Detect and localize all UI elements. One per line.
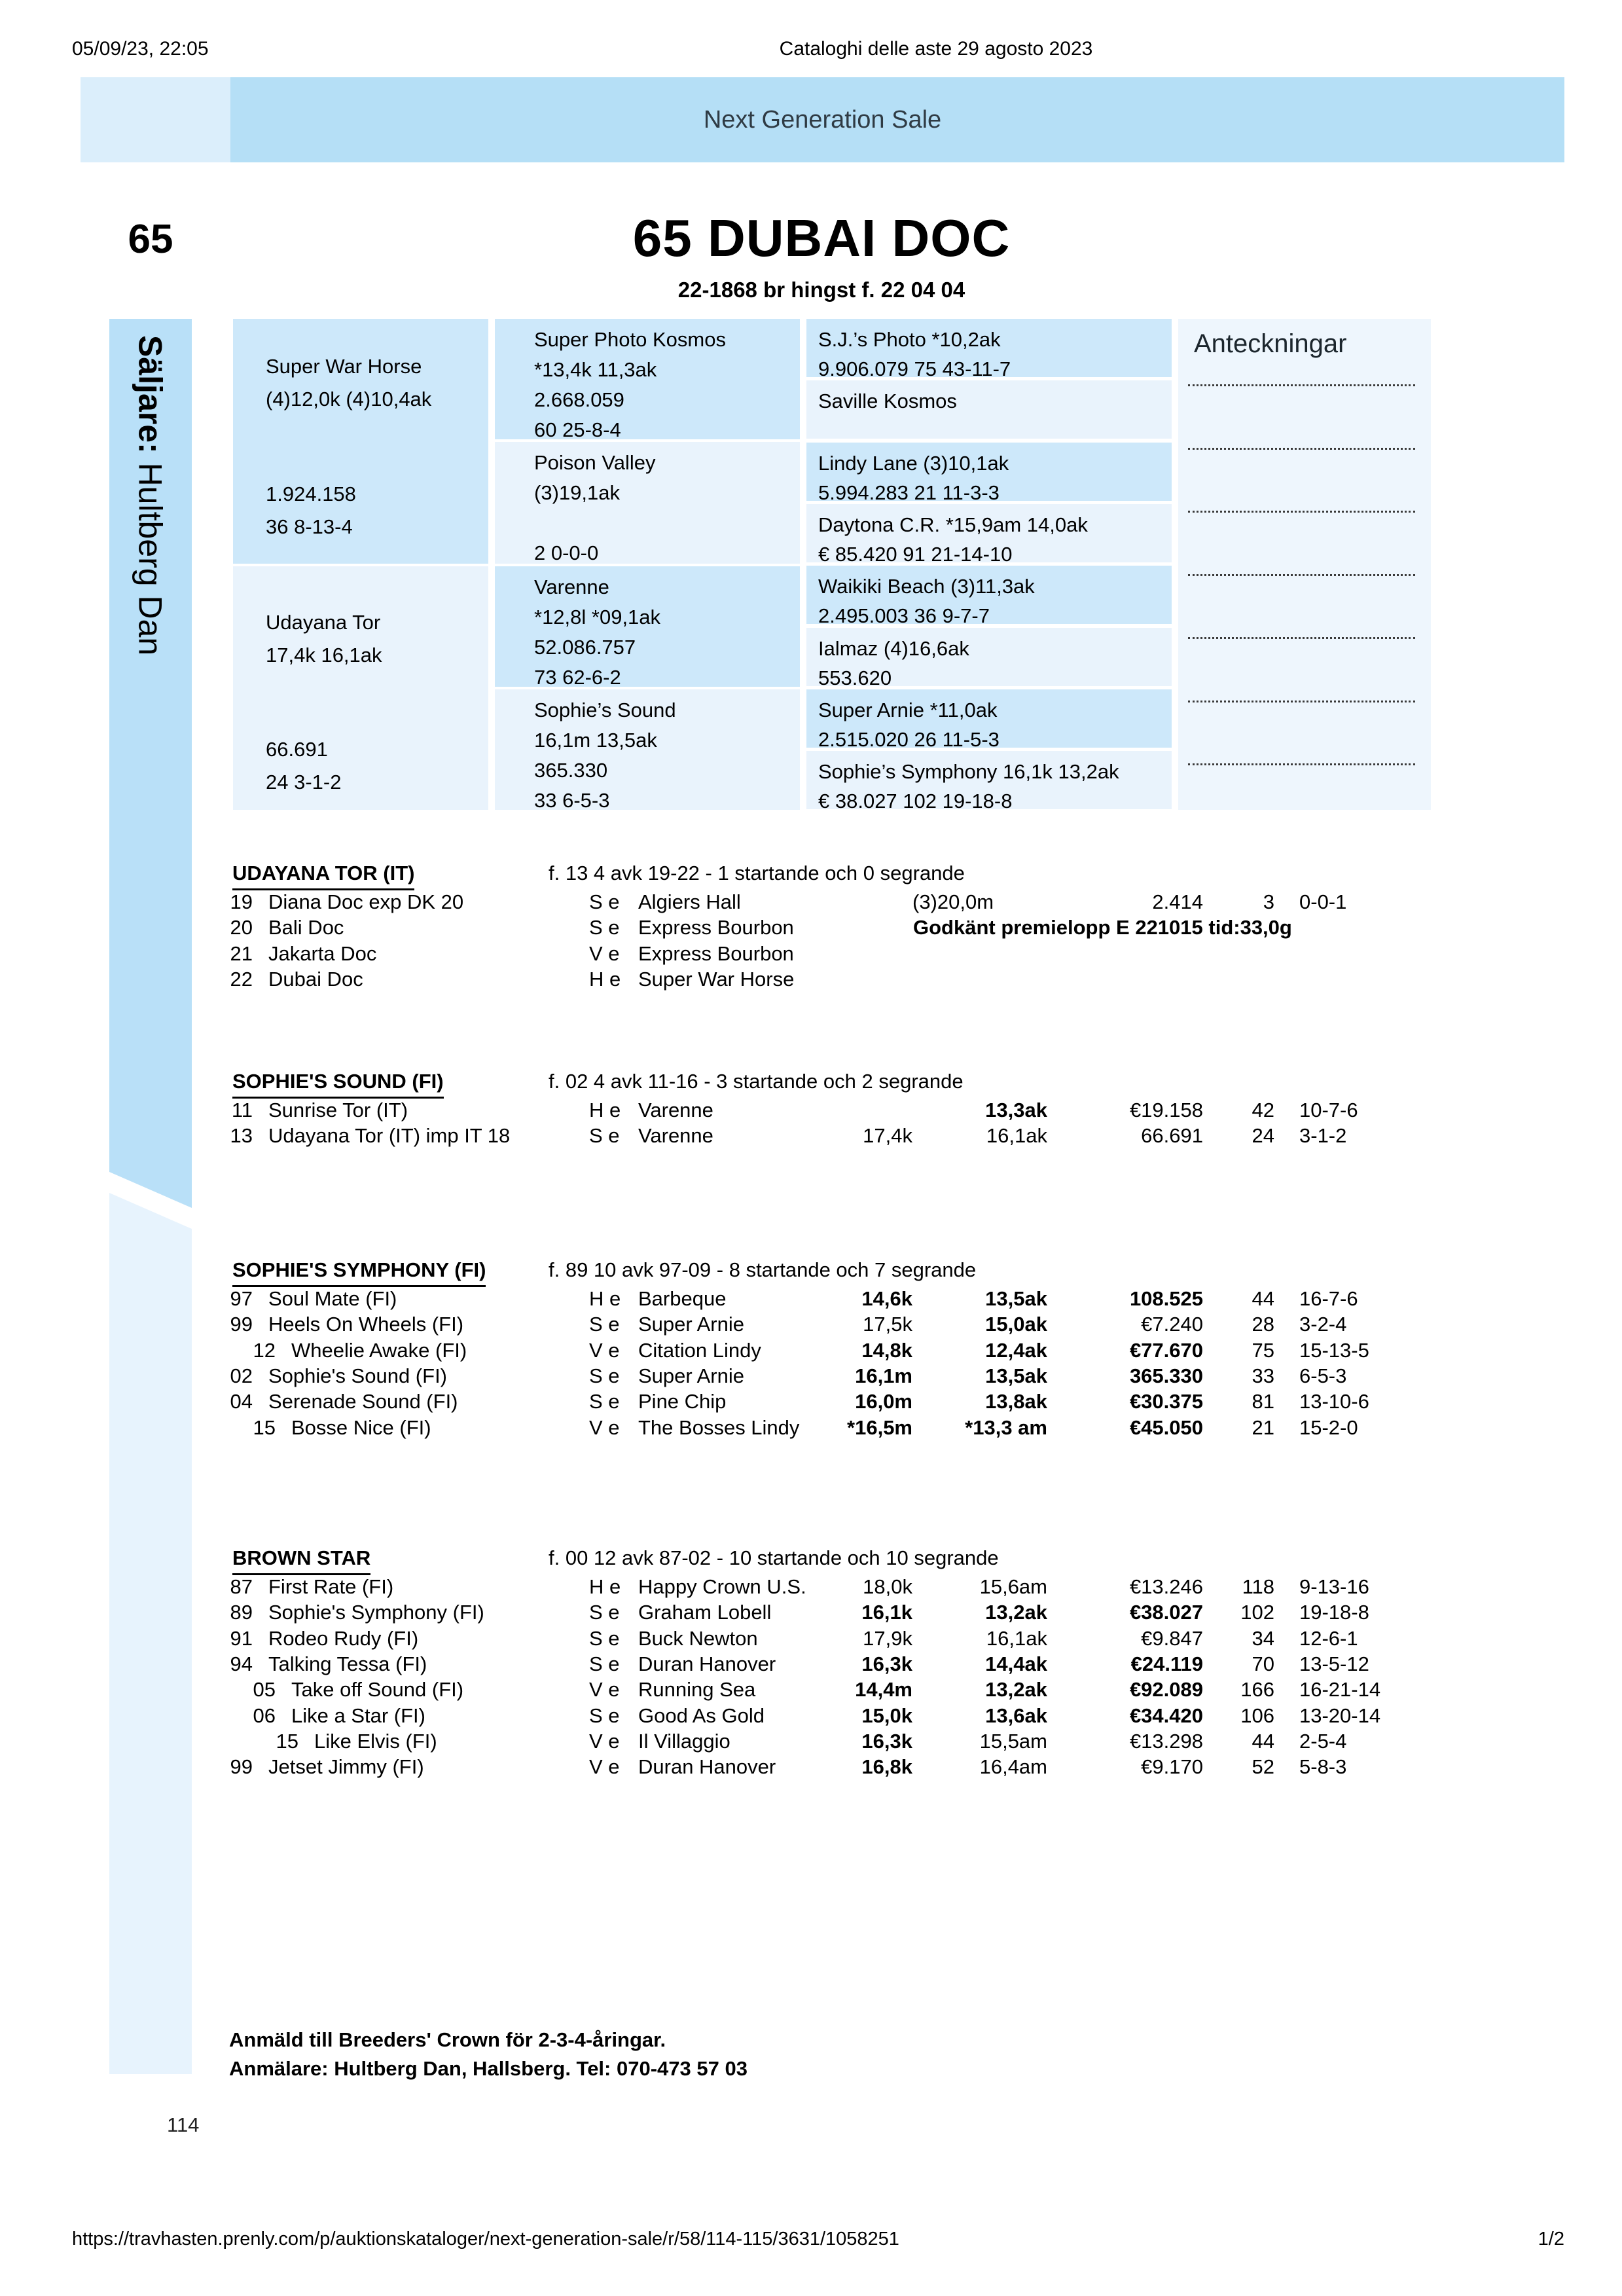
pedigree-gg-cell	[806, 443, 1172, 504]
offspring-time1: 14,4m	[855, 1678, 912, 1702]
page-number: 114	[167, 2113, 200, 2136]
offspring-starts: 21	[1252, 1415, 1274, 1439]
offspring-year: 12	[253, 1338, 276, 1362]
print-header-datetime: 05/09/23, 22:05	[72, 38, 209, 60]
offspring-starts: 102	[1240, 1601, 1274, 1624]
offspring-record: 9-13-16	[1299, 1575, 1369, 1598]
offspring-time1: 16,8k	[861, 1755, 912, 1779]
offspring-sex: S e	[589, 1601, 620, 1624]
pedigree-gg-cell	[806, 319, 1172, 380]
offspring-record: 15-13-5	[1299, 1338, 1369, 1362]
notes-panel	[1178, 319, 1431, 810]
offspring-earnings: 108.525	[1129, 1287, 1203, 1310]
offspring-sire: Express Bourbon	[638, 916, 794, 939]
offspring-time2: 13,3ak	[985, 1099, 1047, 1121]
sire-earnings: 1.924.158	[266, 483, 356, 505]
offspring-sire: Happy Crown U.S.	[638, 1575, 806, 1598]
offspring-earnings: €13.246	[1129, 1575, 1203, 1598]
offspring-time2: 15,5am	[979, 1729, 1047, 1753]
offspring-record: 13-10-6	[1299, 1390, 1369, 1413]
offspring-starts: 42	[1252, 1099, 1274, 1121]
offspring-time2: 13,6ak	[985, 1704, 1047, 1727]
offspring-starts: 34	[1252, 1626, 1274, 1650]
offspring-record: 0-0-1	[1299, 890, 1347, 913]
dam-earnings: 66.691	[266, 738, 328, 761]
offspring-earnings: €34.420	[1129, 1704, 1203, 1727]
offspring-row	[0, 1601, 1622, 1628]
pedigree-dam-cell	[233, 566, 488, 810]
gg-line1: Saville Kosmos	[818, 390, 957, 413]
note-writing-line	[1188, 448, 1415, 450]
gg-line1: Sophie’s Symphony 16,1k 13,2ak	[818, 760, 1119, 784]
offspring-name: Sophie's Sound (FI)	[268, 1364, 448, 1387]
offspring-row	[0, 1364, 1622, 1392]
dam-name: Udayana Tor	[266, 611, 381, 634]
offspring-sire: Algiers Hall	[638, 890, 741, 913]
offspring-sex: H e	[589, 1575, 621, 1598]
gg-line2: 2.495.003 36 9-7-7	[818, 604, 990, 628]
offspring-earnings: €19.158	[1129, 1099, 1203, 1121]
offspring-earnings: €24.119	[1130, 1652, 1203, 1675]
offspring-name: Sunrise Tor (IT)	[268, 1099, 408, 1121]
section-header	[0, 1546, 1622, 1574]
offspring-year: 20	[230, 916, 253, 939]
breeders-crown-note: Anmäld till Breeders' Crown för 2-3-4-åringar.	[229, 2028, 666, 2051]
sale-banner-title: Next Generation Sale	[703, 105, 942, 134]
offspring-name: Rodeo Rudy (FI)	[268, 1626, 419, 1650]
gg-line2: € 38.027 102 19-18-8	[818, 790, 1013, 813]
offspring-record: 5-8-3	[1299, 1755, 1347, 1779]
offspring-sex: H e	[589, 1099, 621, 1121]
offspring-sire: Varenne	[638, 1099, 713, 1121]
offspring-starts: 44	[1252, 1287, 1274, 1310]
lot-subtitle: 22-1868 br hingst f. 22 04 04	[677, 278, 965, 302]
offspring-time1: 16,3k	[861, 1652, 912, 1675]
offspring-row	[0, 1704, 1622, 1732]
offspring-time2: 16,1ak	[986, 1626, 1047, 1650]
offspring-year: 22	[230, 967, 253, 991]
dam-starts: 24 3-1-2	[266, 771, 342, 793]
offspring-earnings: €9.847	[1141, 1626, 1203, 1650]
offspring-record: 19-18-8	[1299, 1601, 1369, 1624]
offspring-time1: 17,5k	[863, 1313, 912, 1336]
offspring-time2: 13,5ak	[985, 1364, 1047, 1387]
section-header	[0, 862, 1622, 889]
offspring-note: Godkänt premielopp E 221015 tid:33,0g	[913, 916, 1292, 939]
offspring-sex: S e	[589, 1364, 620, 1387]
offspring-year: 13	[230, 1124, 253, 1148]
pedigree-sire-cell	[233, 319, 488, 564]
offspring-earnings: 66.691	[1141, 1124, 1203, 1148]
offspring-year: 02	[230, 1364, 253, 1387]
offspring-sire: Varenne	[638, 1124, 713, 1148]
gg-line2: 2.515.020 26 11-5-3	[818, 727, 1000, 751]
offspring-year: 06	[253, 1704, 276, 1727]
offspring-row	[0, 890, 1622, 918]
pedigree-gp-cell: Super Photo Kosmos *13,4k 11,3ak 2.668.059 60 25-8-4	[495, 319, 800, 439]
offspring-row	[0, 1627, 1622, 1654]
offspring-time2: 15,0ak	[985, 1313, 1047, 1336]
offspring-time2: 16,1ak	[986, 1124, 1047, 1148]
offspring-year: 15	[276, 1729, 298, 1753]
note-writing-line	[1188, 763, 1415, 765]
offspring-name: Like a Star (FI)	[291, 1704, 425, 1727]
section-title: UDAYANA TOR (IT)	[232, 862, 414, 890]
offspring-year: 05	[253, 1678, 276, 1702]
section-header	[0, 1258, 1622, 1286]
offspring-row	[0, 1339, 1622, 1366]
offspring-sex: V e	[589, 1755, 620, 1779]
offspring-sire: The Bosses Lindy	[638, 1415, 800, 1439]
gg-line2: 553.620	[818, 666, 892, 689]
offspring-earnings: €77.670	[1129, 1338, 1203, 1362]
gg-line1: Ialmaz (4)16,6ak	[818, 636, 969, 660]
offspring-row	[0, 1313, 1622, 1340]
offspring-earnings: €92.089	[1129, 1678, 1203, 1702]
offspring-starts: 3	[1263, 890, 1274, 913]
offspring-sex: V e	[589, 1338, 620, 1362]
offspring-sire: Super Arnie	[638, 1313, 744, 1336]
section-header	[0, 1070, 1622, 1097]
offspring-time1: 16,0m	[855, 1390, 912, 1413]
offspring-year: 94	[230, 1652, 253, 1675]
offspring-time1: 16,3k	[861, 1729, 912, 1753]
offspring-record: 13-20-14	[1299, 1704, 1381, 1727]
offspring-time2: 12,4ak	[985, 1338, 1047, 1362]
offspring-sire: Duran Hanover	[638, 1652, 776, 1675]
offspring-time2: 13,2ak	[985, 1678, 1047, 1702]
offspring-sire: Running Sea	[638, 1678, 756, 1702]
offspring-sire: Il Villaggio	[638, 1729, 730, 1753]
seller-vertical-text	[131, 335, 169, 655]
offspring-name: Bali Doc	[268, 916, 344, 939]
offspring-sex: V e	[589, 1729, 620, 1753]
offspring-earnings: €45.050	[1129, 1415, 1203, 1439]
offspring-record: 12-6-1	[1299, 1626, 1358, 1650]
offspring-time2: 15,6am	[979, 1575, 1047, 1598]
gg-line2: 9.906.079 75 43-11-7	[818, 357, 1011, 380]
offspring-sex: S e	[589, 890, 620, 913]
gg-line2: € 85.420 91 21-14-10	[818, 542, 1013, 566]
offspring-record: 2-5-4	[1299, 1729, 1347, 1753]
offspring-sex: H e	[589, 967, 621, 991]
offspring-sire: Super War Horse	[638, 967, 795, 991]
offspring-earnings: €9.170	[1141, 1755, 1203, 1779]
offspring-record: 16-21-14	[1299, 1678, 1381, 1702]
note-writing-line	[1188, 384, 1415, 386]
offspring-starts: 166	[1240, 1678, 1274, 1702]
offspring-time1: 15,0k	[861, 1704, 912, 1727]
offspring-row	[0, 1755, 1622, 1783]
offspring-earnings: €13.298	[1129, 1729, 1203, 1753]
notes-panel-title: Anteckningar	[1194, 329, 1347, 358]
offspring-row	[0, 1575, 1622, 1603]
offspring-row	[0, 1099, 1622, 1126]
offspring-sire: Duran Hanover	[638, 1755, 776, 1779]
offspring-row	[0, 1390, 1622, 1417]
section-info: f. 00 12 avk 87-02 - 10 startande och 10 segrande	[549, 1546, 999, 1569]
offspring-name: Bosse Nice (FI)	[291, 1415, 431, 1439]
offspring-time1: 17,9k	[863, 1626, 912, 1650]
offspring-starts: 52	[1252, 1755, 1274, 1779]
offspring-sire: Citation Lindy	[638, 1338, 761, 1362]
offspring-time1: 14,6k	[861, 1287, 912, 1310]
pedigree-gg-cell	[806, 566, 1172, 628]
offspring-sire: Buck Newton	[638, 1626, 758, 1650]
offspring-name: Jetset Jimmy (FI)	[268, 1755, 424, 1779]
section-title: BROWN STAR	[232, 1546, 370, 1575]
offspring-name: Talking Tessa (FI)	[268, 1652, 427, 1675]
offspring-year: 19	[230, 890, 253, 913]
offspring-time1: *16,5m	[847, 1415, 912, 1439]
offspring-starts: 70	[1252, 1652, 1274, 1675]
gg-line1: Super Arnie *11,0ak	[818, 698, 998, 721]
offspring-sex: V e	[589, 1415, 620, 1439]
offspring-starts: 33	[1252, 1364, 1274, 1387]
offspring-starts: 28	[1252, 1313, 1274, 1336]
offspring-earnings: €30.375	[1129, 1390, 1203, 1413]
offspring-time2: *13,3 am	[965, 1415, 1047, 1439]
pedigree-gp-cell: Varenne *12,8l *09,1ak 52.086.757 73 62-6-2	[495, 566, 800, 687]
section-title: SOPHIE'S SOUND (FI)	[232, 1070, 444, 1099]
offspring-name: Wheelie Awake (FI)	[291, 1338, 467, 1362]
gg-line1: Daytona C.R. *15,9am 14,0ak	[818, 513, 1088, 536]
offspring-row	[0, 1416, 1622, 1444]
print-footer-pagecount: 1/2	[1538, 2229, 1564, 2250]
offspring-time2: 13,8ak	[985, 1390, 1047, 1413]
offspring-sex: H e	[589, 1287, 621, 1310]
offspring-starts: 81	[1252, 1390, 1274, 1413]
print-header-title: Cataloghi delle aste 29 agosto 2023	[779, 38, 1093, 60]
offspring-name: Udayana Tor (IT) imp IT 18	[268, 1124, 511, 1148]
offspring-name: Heels On Wheels (FI)	[268, 1313, 464, 1336]
offspring-sire: Good As Gold	[638, 1704, 765, 1727]
pedigree-gg-cell	[806, 504, 1172, 566]
offspring-record: 16-7-6	[1299, 1287, 1358, 1310]
offspring-earnings: 2.414	[1152, 890, 1203, 913]
offspring-sex: S e	[589, 1124, 620, 1148]
offspring-year: 11	[231, 1099, 253, 1121]
offspring-sire: Super Arnie	[638, 1364, 744, 1387]
section-title: SOPHIE'S SYMPHONY (FI)	[232, 1258, 486, 1287]
sire-name: Super War Horse	[266, 355, 422, 378]
note-writing-line	[1188, 701, 1415, 702]
sire-starts: 36 8-13-4	[266, 515, 353, 538]
offspring-year: 15	[253, 1415, 276, 1439]
offspring-sire: Pine Chip	[638, 1390, 727, 1413]
offspring-row	[0, 1287, 1622, 1315]
print-footer-url: https://travhasten.prenly.com/p/auktionskataloger/next-generation-sale/r/58/114-115/3631/1058251	[72, 2229, 899, 2250]
offspring-row	[0, 1124, 1622, 1152]
offspring-row	[0, 1730, 1622, 1757]
offspring-row	[0, 916, 1622, 943]
offspring-starts: 118	[1242, 1575, 1274, 1598]
offspring-name: Jakarta Doc	[268, 941, 377, 965]
section-info: f. 13 4 avk 19-22 - 1 startande och 0 segrande	[549, 862, 965, 884]
offspring-year: 91	[230, 1626, 253, 1650]
dam-record: 17,4k 16,1ak	[266, 644, 382, 666]
sire-record: (4)12,0k (4)10,4ak	[266, 388, 432, 410]
offspring-earnings: 365.330	[1129, 1364, 1203, 1387]
offspring-time1: 16,1m	[855, 1364, 912, 1387]
offspring-row	[0, 1678, 1622, 1705]
offspring-starts: 44	[1252, 1729, 1274, 1753]
offspring-year: 99	[230, 1313, 253, 1336]
offspring-earnings: €7.240	[1141, 1313, 1203, 1336]
offspring-record: 3-1-2	[1299, 1124, 1347, 1148]
offspring-sex: S e	[589, 1652, 620, 1675]
offspring-name: Serenade Sound (FI)	[268, 1390, 458, 1413]
offspring-sex: V e	[589, 1678, 620, 1702]
offspring-year: 97	[230, 1287, 253, 1310]
offspring-time1: 18,0k	[863, 1575, 912, 1598]
gg-line1: Lindy Lane (3)10,1ak	[818, 451, 1009, 475]
offspring-sex: S e	[589, 1313, 620, 1336]
offspring-time1: 17,4k	[863, 1124, 912, 1148]
offspring-name: First Rate (FI)	[268, 1575, 394, 1598]
offspring-name: Sophie's Symphony (FI)	[268, 1601, 484, 1624]
offspring-earnings: €38.027	[1129, 1601, 1203, 1624]
offspring-year: 99	[230, 1755, 253, 1779]
offspring-year: 21	[230, 941, 253, 965]
submitter-note: Anmälare: Hultberg Dan, Hallsberg. Tel: 070-473 57 03	[229, 2057, 748, 2080]
offspring-name: Diana Doc exp DK 20	[268, 890, 464, 913]
offspring-time2: 14,4ak	[985, 1652, 1047, 1675]
offspring-time1: 16,1k	[861, 1601, 912, 1624]
offspring-name: Like Elvis (FI)	[314, 1729, 437, 1753]
offspring-starts: 106	[1240, 1704, 1274, 1727]
pedigree-gg-cell	[806, 380, 1172, 439]
offspring-sex: S e	[589, 1390, 620, 1413]
offspring-record: 3-2-4	[1299, 1313, 1347, 1336]
page-title: 65 DUBAI DOC	[632, 209, 1011, 267]
pedigree-gp-cell: Sophie’s Sound 16,1m 13,5ak 365.330 33 6-5-3	[495, 689, 800, 810]
offspring-sex: S e	[589, 1704, 620, 1727]
offspring-record: 15-2-0	[1299, 1415, 1358, 1439]
note-writing-line	[1188, 511, 1415, 513]
offspring-year: 89	[230, 1601, 253, 1624]
offspring-sire: Express Bourbon	[638, 941, 794, 965]
offspring-sire: Barbeque	[638, 1287, 727, 1310]
seller-name: Hultberg Dan	[132, 462, 169, 656]
note-writing-line	[1188, 637, 1415, 639]
offspring-sex: S e	[589, 916, 620, 939]
gg-line2: 5.994.283 21 11-3-3	[818, 481, 1000, 504]
offspring-time2: (3)20,0m	[912, 890, 994, 913]
offspring-name: Take off Sound (FI)	[291, 1678, 464, 1702]
gg-line1: S.J.’s Photo *10,2ak	[818, 328, 1001, 351]
offspring-time2: 16,4am	[979, 1755, 1047, 1779]
offspring-name: Dubai Doc	[268, 967, 363, 991]
section-info: f. 89 10 avk 97-09 - 8 startande och 7 segrande	[549, 1258, 977, 1281]
offspring-time2: 13,2ak	[985, 1601, 1047, 1624]
pedigree-gg-cell	[806, 689, 1172, 751]
offspring-year: 04	[230, 1390, 253, 1413]
gg-line1: Waikiki Beach (3)11,3ak	[818, 575, 1035, 598]
offspring-sire: Graham Lobell	[638, 1601, 772, 1624]
note-writing-line	[1188, 574, 1415, 576]
offspring-record: 10-7-6	[1299, 1099, 1358, 1121]
seller-label: Säljare:	[132, 335, 169, 454]
offspring-row	[0, 942, 1622, 970]
offspring-record: 6-5-3	[1299, 1364, 1347, 1387]
offspring-time1: 14,8k	[861, 1338, 912, 1362]
offspring-name: Soul Mate (FI)	[268, 1287, 397, 1310]
offspring-sex: V e	[589, 941, 620, 965]
offspring-starts: 75	[1252, 1338, 1274, 1362]
offspring-starts: 24	[1252, 1124, 1274, 1148]
offspring-record: 13-5-12	[1299, 1652, 1369, 1675]
pedigree-gg-cell	[806, 628, 1172, 689]
pedigree-gg-cell	[806, 751, 1172, 813]
section-info: f. 02 4 avk 11-16 - 3 startande och 2 segrande	[549, 1070, 964, 1093]
offspring-row	[0, 1652, 1622, 1680]
offspring-time2: 13,5ak	[985, 1287, 1047, 1310]
offspring-sex: S e	[589, 1626, 620, 1650]
lot-number: 65	[128, 217, 173, 262]
offspring-year: 87	[230, 1575, 253, 1598]
offspring-row	[0, 968, 1622, 995]
pedigree-gp-cell: Poison Valley (3)19,1ak 2 0-0-0	[495, 442, 800, 564]
